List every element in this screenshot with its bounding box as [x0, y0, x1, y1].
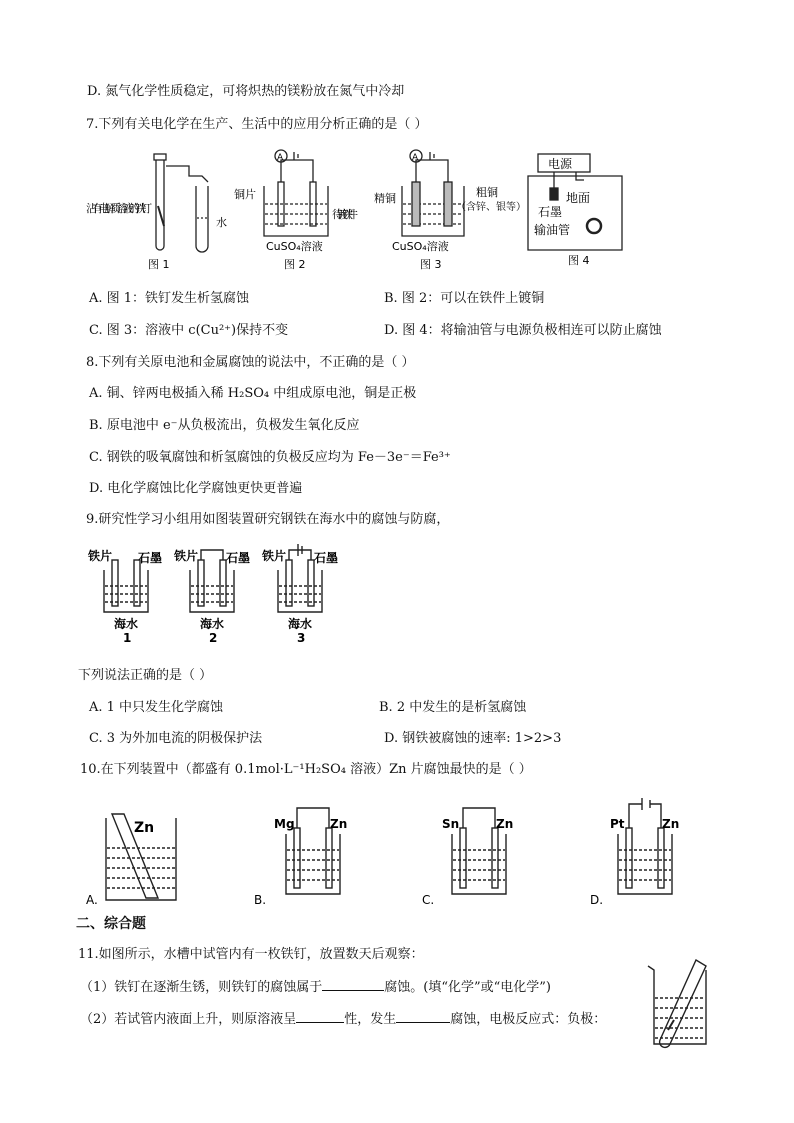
q9-option-b: B. 2 中发生的是析氢腐蚀 [379, 700, 527, 715]
q7-figure [84, 146, 624, 278]
fig9-number-2: 2 [209, 631, 218, 645]
q9-stem: 9.研究性学习小组用如图装置研究钢铁在海水中的腐蚀与防腐， [86, 512, 450, 527]
q11-2-blank-type[interactable] [396, 1010, 450, 1023]
fig9-iron-1: 铁片 [88, 549, 113, 563]
fig10-a-label: A. [86, 893, 98, 907]
q7-stem: 7.下列有关电化学在生产、生活中的应用分析正确的是（ ） [86, 117, 428, 132]
fig7-2-caption: 图 2 [284, 258, 306, 271]
q11-1-text-a: （1）铁钉在逐渐生锈，则铁钉的腐蚀属于 [80, 980, 323, 995]
q9-question: 下列说法正确的是（ ） [78, 668, 213, 683]
q7-option-c: C. 图 3：溶液中 c(Cu²⁺)保持不变 [89, 323, 289, 338]
fig9-number-1: 1 [123, 631, 132, 645]
fig7-1-water: 水 [216, 216, 227, 229]
q7-option-d: D. 图 4：将输油管与电源负极相连可以防止腐蚀 [384, 323, 662, 338]
q11-1-blank[interactable] [322, 978, 384, 991]
fig7-4-ground: 地面 [566, 191, 591, 205]
fig7-1-label: 沾有电解质溶液的铁钉 [86, 202, 152, 215]
q11-stem: 11.如图所示，水槽中试管内有一枚铁钉，放置数天后观察： [78, 947, 424, 962]
fig10-b-mg: Mg [274, 817, 295, 831]
fig10-c-sn: Sn [442, 817, 460, 831]
q8-option-d: D. 电化学腐蚀比化学腐蚀更快更普遍 [89, 481, 303, 496]
fig10-d-pt: Pt [610, 817, 625, 831]
q11-figure [644, 958, 714, 1054]
q7-option-a: A. 图 1：铁钉发生析氢腐蚀 [89, 291, 250, 306]
fig7-3-solution: CuSO₄溶液 [392, 240, 449, 253]
q10-figure [84, 794, 684, 914]
fig10-d-label: D. [590, 893, 604, 907]
fig9-graphite-1: 石墨 [138, 551, 163, 565]
q8-option-a: A. 铜、锌两电极插入稀 H₂SO₄ 中组成原电池，铜是正极 [89, 386, 417, 401]
fig10-c-zn: Zn [496, 817, 514, 831]
fig9-seawater-3: 海水 [288, 617, 313, 631]
q9-option-a: A. 1 中只发生化学腐蚀 [89, 700, 224, 715]
q11-2-text-c: 腐蚀，电极反应式：负极： [450, 1012, 607, 1027]
fig10-a-zn: Zn [134, 820, 155, 836]
fig9-iron-2: 铁片 [174, 549, 199, 563]
fig10-c-label: C. [422, 893, 435, 907]
q11-part-1 [80, 978, 551, 996]
section-heading: 二、综合题 [76, 916, 146, 932]
q9-figure [86, 540, 340, 656]
fig9-seawater-1: 海水 [114, 617, 139, 631]
fig9-iron-3: 铁片 [262, 549, 287, 563]
fig7-1-caption: 图 1 [148, 258, 170, 271]
fig10-b-zn: Zn [330, 817, 348, 831]
q8-option-b: B. 原电池中 e⁻从负极流出，负极发生氧化反应 [89, 418, 360, 433]
q10-stem: 10.在下列装置中（都盛有 0.1mol·L⁻¹H₂SO₄ 溶液）Zn 片腐蚀最快的是（ ） [80, 762, 532, 777]
fig7-3-crude-copper: 粗铜 [476, 186, 498, 199]
q11-2-text-a: （2）若试管内液面上升，则原溶液呈 [80, 1012, 297, 1027]
q11-part-2 [80, 1010, 606, 1028]
fig7-2-meter: A [277, 153, 284, 163]
fig10-d-zn: Zn [662, 817, 680, 831]
fig7-4-graphite: 石墨 [538, 205, 563, 219]
fig7-2-copper: 铜片 [234, 188, 256, 201]
fig7-3-impurities: （含锌、银等） [456, 202, 526, 213]
fig7-4-caption: 图 4 [568, 254, 590, 267]
fig9-seawater-2: 海水 [200, 617, 225, 631]
q7-option-b: B. 图 2：可以在铁件上镀铜 [384, 291, 545, 306]
q6-option-d: D. 氮气化学性质稳定，可将炽热的镁粉放在氮气中冷却 [87, 84, 405, 99]
fig7-4-pipe: 输油管 [534, 223, 571, 237]
q9-option-d: D. 钢铁被腐蚀的速率: 1>2>3 [384, 731, 562, 746]
fig9-graphite-3: 石墨 [314, 551, 339, 565]
q11-1-text-b: 腐蚀。(填“化学”或“电化学”) [384, 980, 552, 995]
q8-option-c: C. 钢铁的吸氧腐蚀和析氢腐蚀的负极反应均为 Fe－3e⁻＝Fe³⁺ [89, 450, 451, 465]
fig7-3-meter: A [412, 153, 419, 163]
fig7-2-solution: CuSO₄溶液 [266, 240, 323, 253]
fig7-3-caption: 图 3 [420, 258, 442, 271]
q11-2-text-b: 性，发生 [344, 1012, 397, 1027]
fig9-number-3: 3 [297, 631, 306, 645]
q8-stem: 8.下列有关原电池和金属腐蚀的说法中，不正确的是（ ） [86, 355, 415, 370]
fig7-4-power: 电源 [548, 157, 573, 171]
fig7-3-pure-copper: 精铜 [374, 192, 396, 205]
fig10-b-label: B. [254, 893, 267, 907]
q11-2-blank-nature[interactable] [296, 1010, 344, 1023]
fig7-2-plated: 待镀铁件 [332, 208, 358, 221]
fig9-graphite-2: 石墨 [226, 551, 251, 565]
q9-option-c: C. 3 为外加电流的阴极保护法 [89, 731, 263, 746]
